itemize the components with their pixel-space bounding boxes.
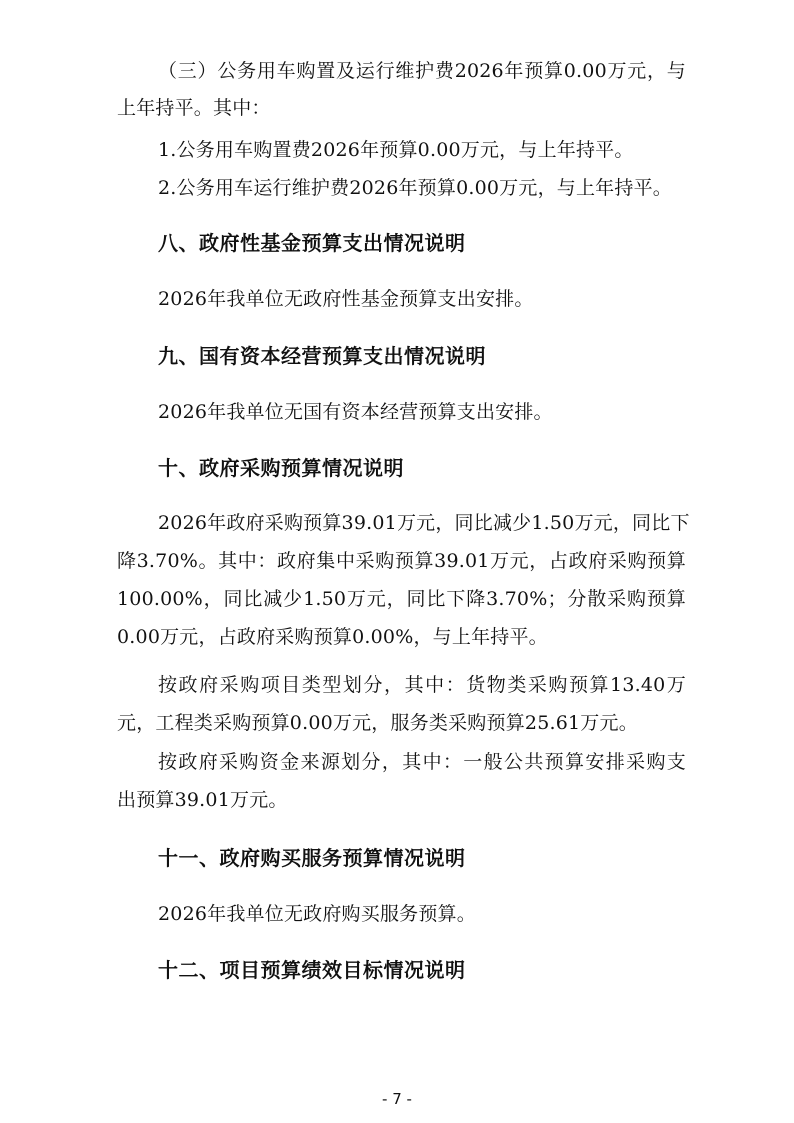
- procurement-paragraph-line: 100.00%，同比减少1.50万元，同比下降3.70%；分散采购预算: [117, 588, 686, 610]
- car-purchase-item: 1.公务用车购置费2026年预算0.00万元，与上年持平。: [158, 139, 634, 161]
- section-9-text: 2026年我单位无国有资本经营预算支出安排。: [158, 401, 553, 423]
- procurement-type-line: 元，工程类采购预算0.00万元，服务类采购预算25.61万元。: [117, 712, 638, 734]
- procurement-paragraph-line: 降3.70%。其中：政府集中采购预算39.01万元，占政府采购预算: [117, 550, 686, 572]
- procurement-paragraph-line: 0.00万元，占政府采购预算0.00%，与上年持平。: [117, 626, 548, 648]
- car-maintenance-item: 2.公务用车运行维护费2026年预算0.00万元，与上年持平。: [158, 177, 672, 199]
- section-10-heading: 十、政府采购预算情况说明: [158, 456, 404, 480]
- page-number: - 7 -: [382, 1090, 412, 1108]
- car-paragraph-line-1: （三）公务用车购置及运行维护费2026年预算0.00万元，与: [158, 60, 686, 82]
- procurement-type-line: 按政府采购项目类型划分，其中：货物类采购预算13.40万: [158, 674, 686, 696]
- car-paragraph-line-2: 上年持平。其中：: [117, 97, 271, 119]
- section-8-heading: 八、政府性基金预算支出情况说明: [158, 231, 466, 255]
- procurement-source-line: 出预算39.01万元。: [117, 789, 288, 811]
- section-9-heading: 九、国有资本经营预算支出情况说明: [158, 344, 486, 368]
- procurement-source-line: 按政府采购资金来源划分，其中：一般公共预算安排采购支: [158, 751, 686, 773]
- section-12-heading: 十二、项目预算绩效目标情况说明: [158, 958, 466, 982]
- section-8-text: 2026年我单位无政府性基金预算支出安排。: [158, 288, 534, 310]
- section-11-heading: 十一、政府购买服务预算情况说明: [158, 846, 466, 870]
- section-11-text: 2026年我单位无政府购买服务预算。: [158, 903, 476, 925]
- procurement-paragraph-line: 2026年政府采购预算39.01万元，同比减少1.50万元，同比下: [158, 512, 690, 534]
